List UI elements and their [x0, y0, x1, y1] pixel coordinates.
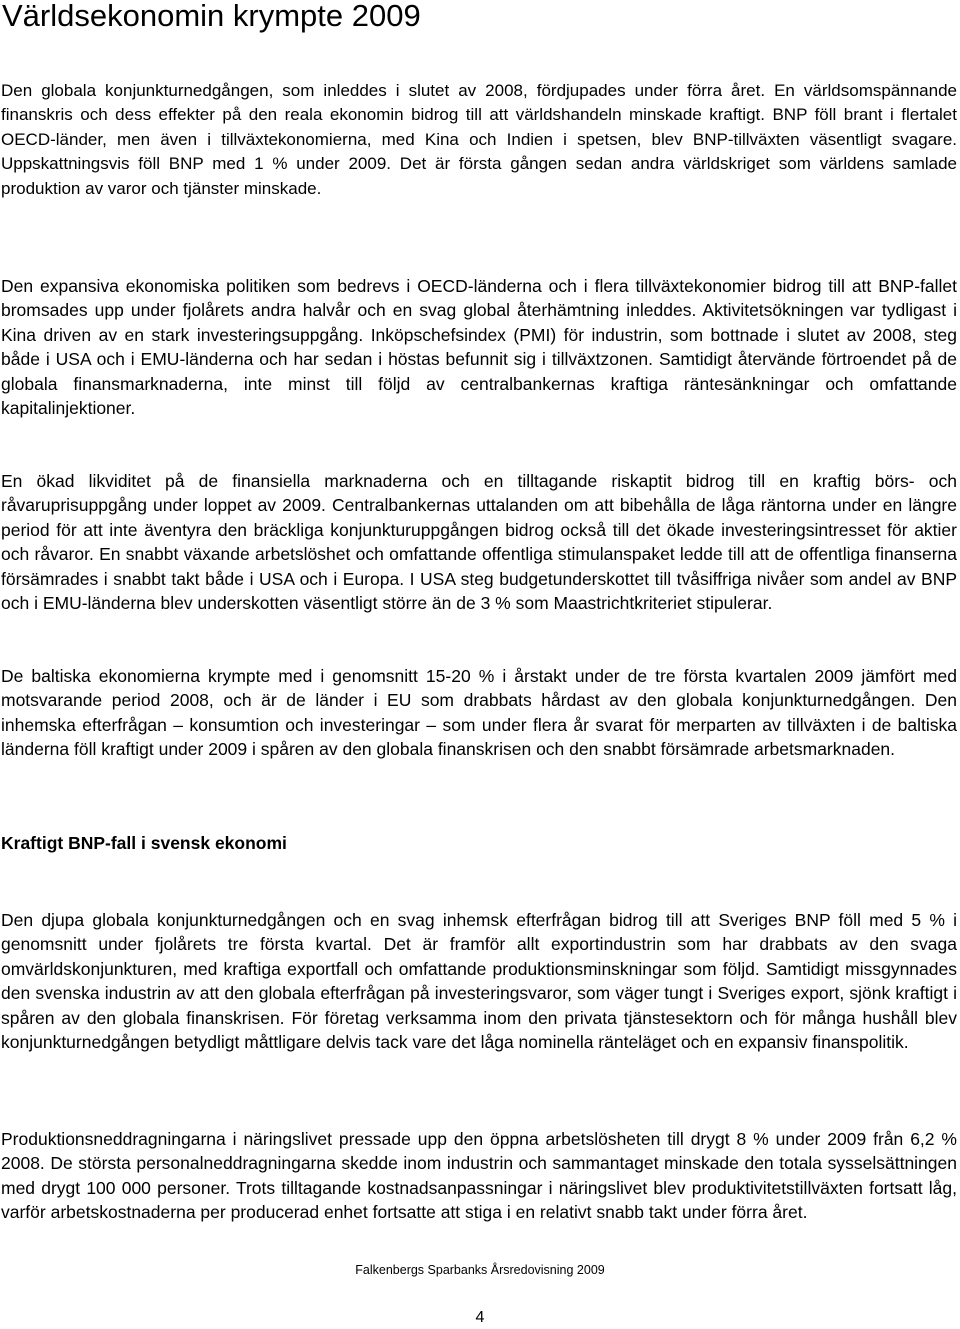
- section-heading: Kraftigt BNP-fall i svensk ekonomi: [1, 833, 287, 853]
- paragraph-liquidity: En ökad likviditet på de finansiella marknaderna och en tilltagande riskaptit bidrog till en kraftig börs- och råvaruprisuppgång under loppet av 2009. Centralbankernas uttalanden om att bibehålla de låga räntorna under en längre period för att inte äventyra den bräckliga konjunkturuppgången bidrog också till det ökade investeringsintresset för aktier och råvaror. En snabbt växande arbetslöshet och omfattande offentliga stimulanspaket ledde till att de offentliga finanserna försämrades i snabbt takt både i USA och i Europa. I USA steg budgetunderskottet till tvåsiffriga nivåer som andel av BNP och i EMU-länderna blev underskotten väsentligt större än de 3 % som Maastrichtkriteriet stipulerar.: [1, 471, 957, 614]
- paragraph-baltic-economies: De baltiska ekonomierna krympte med i genomsnitt 15-20 % i årstakt under de tre första kvartalen 2009 jämfört med motsvarande period 2008, och är de länder i EU som drabbats hårdast av den globala konjunkturnedgången. Den inhemska efterfrågan – konsumtion och investeringar – som under flera år svarat för merparten av tillväxten i de baltiska länderna föll kraftigt under 2009 i spåren av den globala finanskrisen och den snabbt försämrade arbetsmarknaden.: [1, 666, 957, 760]
- page-title: Världsekonomin krympte 2009: [2, 0, 421, 33]
- page-number: 4: [475, 1309, 485, 1326]
- page-footer: Falkenbergs Sparbanks Årsredovisning 2009: [355, 1263, 605, 1277]
- paragraph-swedish-gdp: Den djupa globala konjunkturnedgången och en svag inhemsk efterfrågan bidrog till att Sveriges BNP föll med 5 % i genomsnitt under fjolårets tre första kvartal. Det är framför allt exportindustrin som har drabbats av den svaga omvärldskonjunkturen, med kraftiga exportfall och omfattande produktionsminskningar som följd. Samtidigt missgynnades den svenska industrin av att den globala efterfrågan på investeringsvaror, som väger tungt i Sveriges export, sjönk kraftigt i spåren av den globala finanskrisen. För företag verksamma inom den privata tjänstesektorn och för många hushåll blev konjunkturnedgången betydligt måttligare delvis tack vare det låga nominella ränteläget och en expansiv finanspolitik.: [1, 910, 957, 1053]
- paragraph-expansive-policy: Den expansiva ekonomiska politiken som bedrevs i OECD-länderna och i flera tillväxtekonomier bidrog till att BNP-fallet bromsades upp under fjolårets andra halvår och en svag global återhämtning inleddes. Aktivitetsökningen var tydligast i Kina driven av en stark investeringsuppgång. Inköpschefsindex (PMI) för industrin, som bottnade i slutet av 2008, steg både i USA och i EMU-länderna och har sedan i höstas befunnit sig i tillväxtzonen. Samtidigt återvände förtroendet på de globala finansmarknaderna, inte minst till följd av centralbankernas kraftiga räntesänkningar och omfattande kapitalinjektioner.: [1, 276, 957, 419]
- paragraph-unemployment: Produktionsneddragningarna i näringslivet pressade upp den öppna arbetslösheten till drygt 8 % under 2009 från 6,2 % 2008. De största personalneddragningarna skedde inom industrin och sammantaget minskade den totala sysselsättningen med drygt 100 000 personer. Trots tilltagande kostnadsanpassningar i näringslivet blev produktivitetstillväxten fortsatt låg, varför arbetskostnaderna per producerad enhet fortsatte att stiga i en relativt snabb takt under förra året.: [1, 1129, 957, 1223]
- paragraph-global-downturn: Den globala konjunkturnedgången, som inleddes i slutet av 2008, fördjupades under förra året. En världsomspännande finanskris och dess effekter på den reala ekonomin bidrog till att världshandeln minskade kraftigt. BNP föll brant i flertalet OECD-länder, men även i tillväxtekonomierna, med Kina och Indien i spetsen, blev BNP-tillväxten väsentligt svagare. Uppskattningsvis föll BNP med 1 % under 2009. Det är första gången sedan andra världskriget som världens samlade produktion av varor och tjänster minskade.: [1, 81, 957, 198]
